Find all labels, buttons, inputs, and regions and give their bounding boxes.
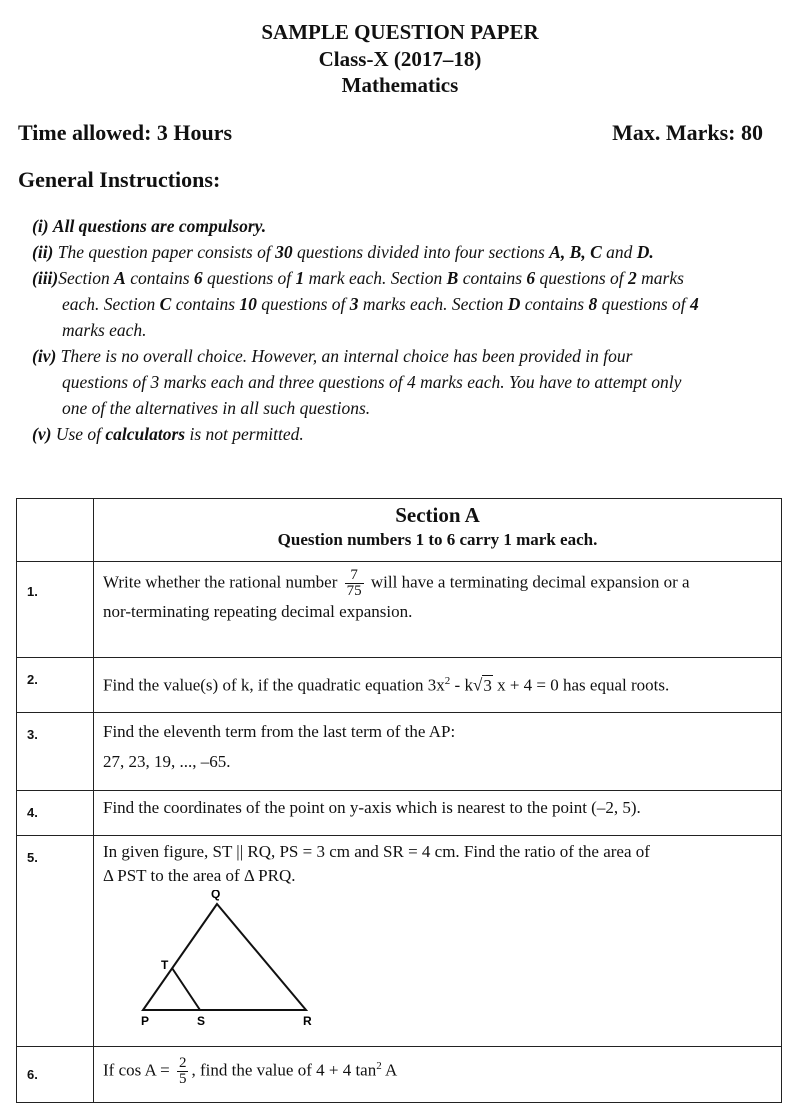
- segment-st: [172, 968, 200, 1010]
- general-instructions-heading: General Instructions:: [18, 167, 221, 192]
- section-subtitle: Question numbers 1 to 6 carry 1 mark each.: [277, 530, 598, 549]
- section-title: Section A: [395, 503, 480, 527]
- class-label: Class-X (2017–18): [318, 47, 482, 71]
- fraction: $\frac{7}{75}$: [346, 567, 362, 599]
- instruction-iv-cont2: one of the alternatives in all such questions.: [62, 398, 371, 418]
- questions-table: [16, 498, 782, 1103]
- instruction-iv: (iv) There is no overall choice. However, an internal choice has been provided in four: [32, 346, 633, 366]
- question-text: Write whether the rational number $\frac{7}{75}$ will have a terminating decimal expansion or a nor-terminating repeating decimal expansion.: [94, 562, 782, 658]
- question-text: Find the coordinates of the point on y-axis which is nearest to the point (–2, 5).: [94, 791, 782, 836]
- question-row: [17, 1047, 782, 1103]
- question-number: 6.: [17, 1047, 94, 1103]
- paper-title: SAMPLE QUESTION PAPER: [261, 20, 539, 44]
- question-row: [17, 562, 782, 658]
- triangle-figure: [103, 890, 323, 1040]
- instruction-iii-cont2: marks each.: [62, 320, 147, 340]
- question-text: If cos A = $\frac{2}{5}$ , find the value of 4 + 4 $\tan^2 A$: [94, 1047, 782, 1103]
- question-text: In given figure, ST || RQ, PS = 3 cm and SR = 4 cm. Find the ratio of the area of Δ PST to the area of Δ PRQ. Q T P S R: [94, 836, 782, 1047]
- triangle-diagram: [103, 890, 343, 1040]
- fraction: $\frac{2}{5}$: [178, 1055, 187, 1088]
- instruction-ii: (ii) The question paper consists of 30 questions divided into four sections A, B, C and D.: [32, 242, 654, 262]
- question-text: Find the value(s) of k, if the quadratic equation $3x^2 - k√3$ x + 4 = 0 has equal roots.: [94, 658, 782, 713]
- label-q: Q: [211, 890, 221, 901]
- question-row: [17, 658, 782, 713]
- instruction-i: (i) All questions are compulsory.: [32, 216, 267, 236]
- question-number: 5.: [17, 836, 94, 1047]
- label-r: R: [303, 1014, 312, 1028]
- question-number: 3.: [17, 713, 94, 791]
- question-row: [17, 836, 782, 1047]
- subject-label: Mathematics: [341, 73, 459, 97]
- section-header-row: [17, 499, 782, 562]
- question-text: Find the eleventh term from the last term of the AP: 27, 23, 19, ..., –65.: [94, 713, 782, 791]
- question-row: [17, 791, 782, 836]
- label-t: T: [161, 958, 169, 972]
- label-s: S: [197, 1014, 206, 1028]
- instruction-iv-cont1: questions of 3 marks each and three questions of 4 marks each. You have to attempt only: [62, 372, 682, 392]
- question-number: 1.: [17, 562, 94, 658]
- time-allowed: Time allowed: 3 Hours: [18, 120, 233, 145]
- question-row: [17, 713, 782, 791]
- triangle-pqr: [143, 904, 306, 1010]
- question-number: 4.: [17, 791, 94, 836]
- label-p: P: [141, 1014, 150, 1028]
- instruction-iii-cont1: each. Section C contains 10 questions of 3 marks each. Section D contains 8 questions of 4: [62, 294, 699, 314]
- instruction-v: (v) Use of calculators is not permitted.: [32, 424, 304, 444]
- question-number: 2.: [17, 658, 94, 713]
- instruction-iii: (iii)Section A contains 6 questions of 1 mark each. Section B contains 6 questions of 2 marks: [32, 268, 684, 288]
- max-marks: Max. Marks: 80: [612, 120, 763, 145]
